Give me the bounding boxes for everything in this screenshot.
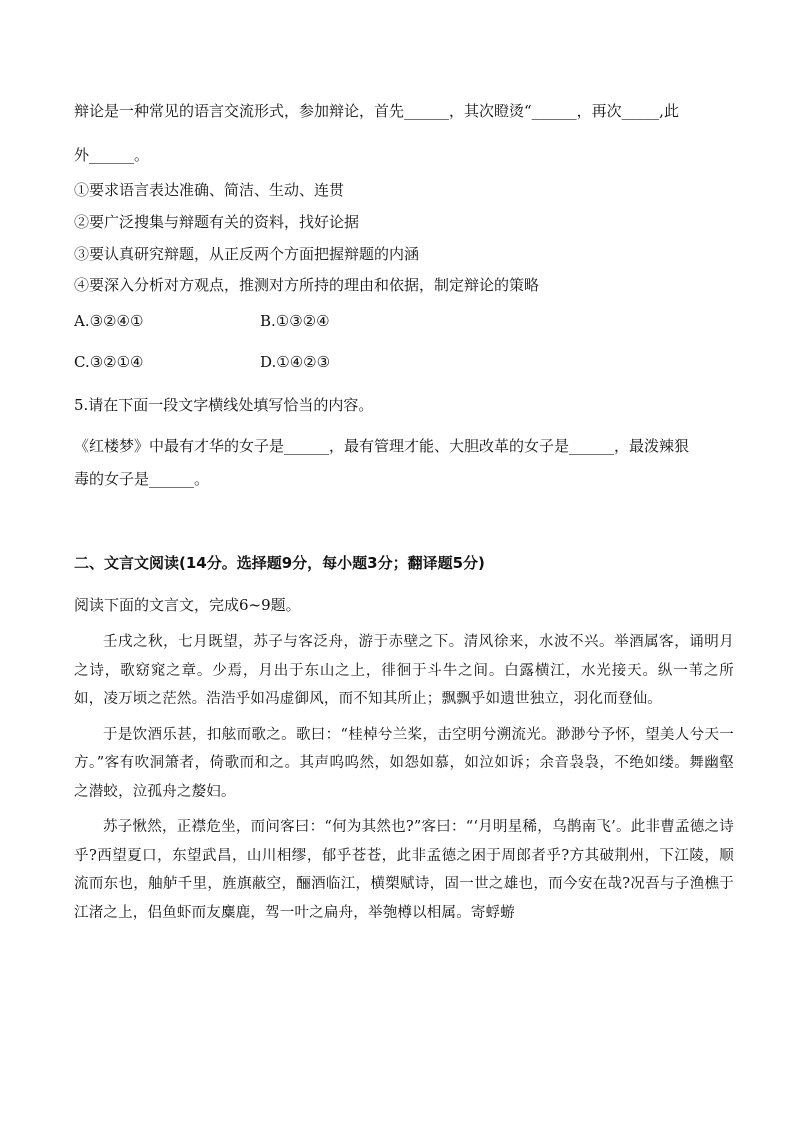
question4-item-2: ②要广泛搜集与辩题有关的资料，找好论据 — [74, 213, 360, 231]
question4-item-4: ④要深入分析对方观点，推测对方所持的理由和依据，制定辩论的策略 — [74, 276, 540, 294]
passage-paragraph-1: 壬戌之秋，七月既望，苏子与客泛舟，游于赤壁之下。清风徐来，水波不兴。举酒属客，诵明月之诗，歌窈窕之章。少焉，月出于东山之上，徘徊于斗牛之间。白露横江，水光接天。纵一苇之所如，凌万顷之茫然。浩浩乎如冯虚御风，而不知其所止；飘飘乎如遗世独立，羽化而登仙。 — [74, 634, 734, 707]
question5-line1: 《红楼梦》中最有才华的女子是______，最有管理才能、大胆改革的女子是______，最泼辣狠 — [74, 437, 690, 455]
passage-paragraph-3: 苏子愀然，正襟危坐，而问客曰：“何为其然也?”客曰：“‘月明星稀，乌鹊南飞’。此非曹孟德之诗乎?西望夏口，东望武昌，山川相缪，郁乎苍苍，此非孟德之困于周郎者乎?方其破荆州，下江陵，顺流而东也，舳舻千里，旌旗蔽空，酾酒临江，横槊赋诗，固一世之雄也，而今安在哉?况吾与子渔樵于江渚之上，侣鱼虾而友麋鹿，驾一叶之扁舟，举匏樽以相属。寄蜉蝣 — [74, 819, 734, 921]
question4-item-3: ③要认真研究辩题，从正反两个方面把握辩题的内涵 — [74, 245, 420, 263]
passage-paragraph-2: 于是饮酒乐甚，扣舷而歌之。歌曰：“桂棹兮兰桨，击空明兮溯流光。渺渺兮予怀，望美人兮天一方。”客有吹洞箫者，倚歌而和之。其声呜呜然，如怨如慕，如泣如诉；余音袅袅，不绝如缕。舞幽壑之潜蛟，泣孤舟之嫠妇。 — [74, 726, 734, 800]
question4-stem-line2: 外______。 — [74, 146, 150, 164]
option-b: B.①③②④ — [260, 312, 330, 330]
option-a: A.③②④① — [74, 312, 144, 330]
question5-line2: 毒的女子是______。 — [74, 470, 210, 488]
option-c: C.③②①④ — [74, 353, 144, 371]
section2-instruction: 阅读下面的文言文，完成6~9题。 — [74, 596, 301, 614]
question4-stem-line1: 辩论是一种常见的语言交流形式，参加辩论，首先______，其次瞪烫“______，再次_____,此 — [74, 102, 679, 120]
question4-item-1: ①要求语言表达准确、简洁、生动、连贯 — [74, 181, 345, 199]
classical-passage — [74, 628, 734, 934]
question5-prompt: 5.请在下面一段文字横线处填写恰当的内容。 — [74, 396, 374, 414]
option-d: D.①④②③ — [260, 353, 331, 371]
section2-heading: 二、文言文阅读(14分。选择题9分，每小题3分；翻译题5分) — [74, 554, 485, 572]
